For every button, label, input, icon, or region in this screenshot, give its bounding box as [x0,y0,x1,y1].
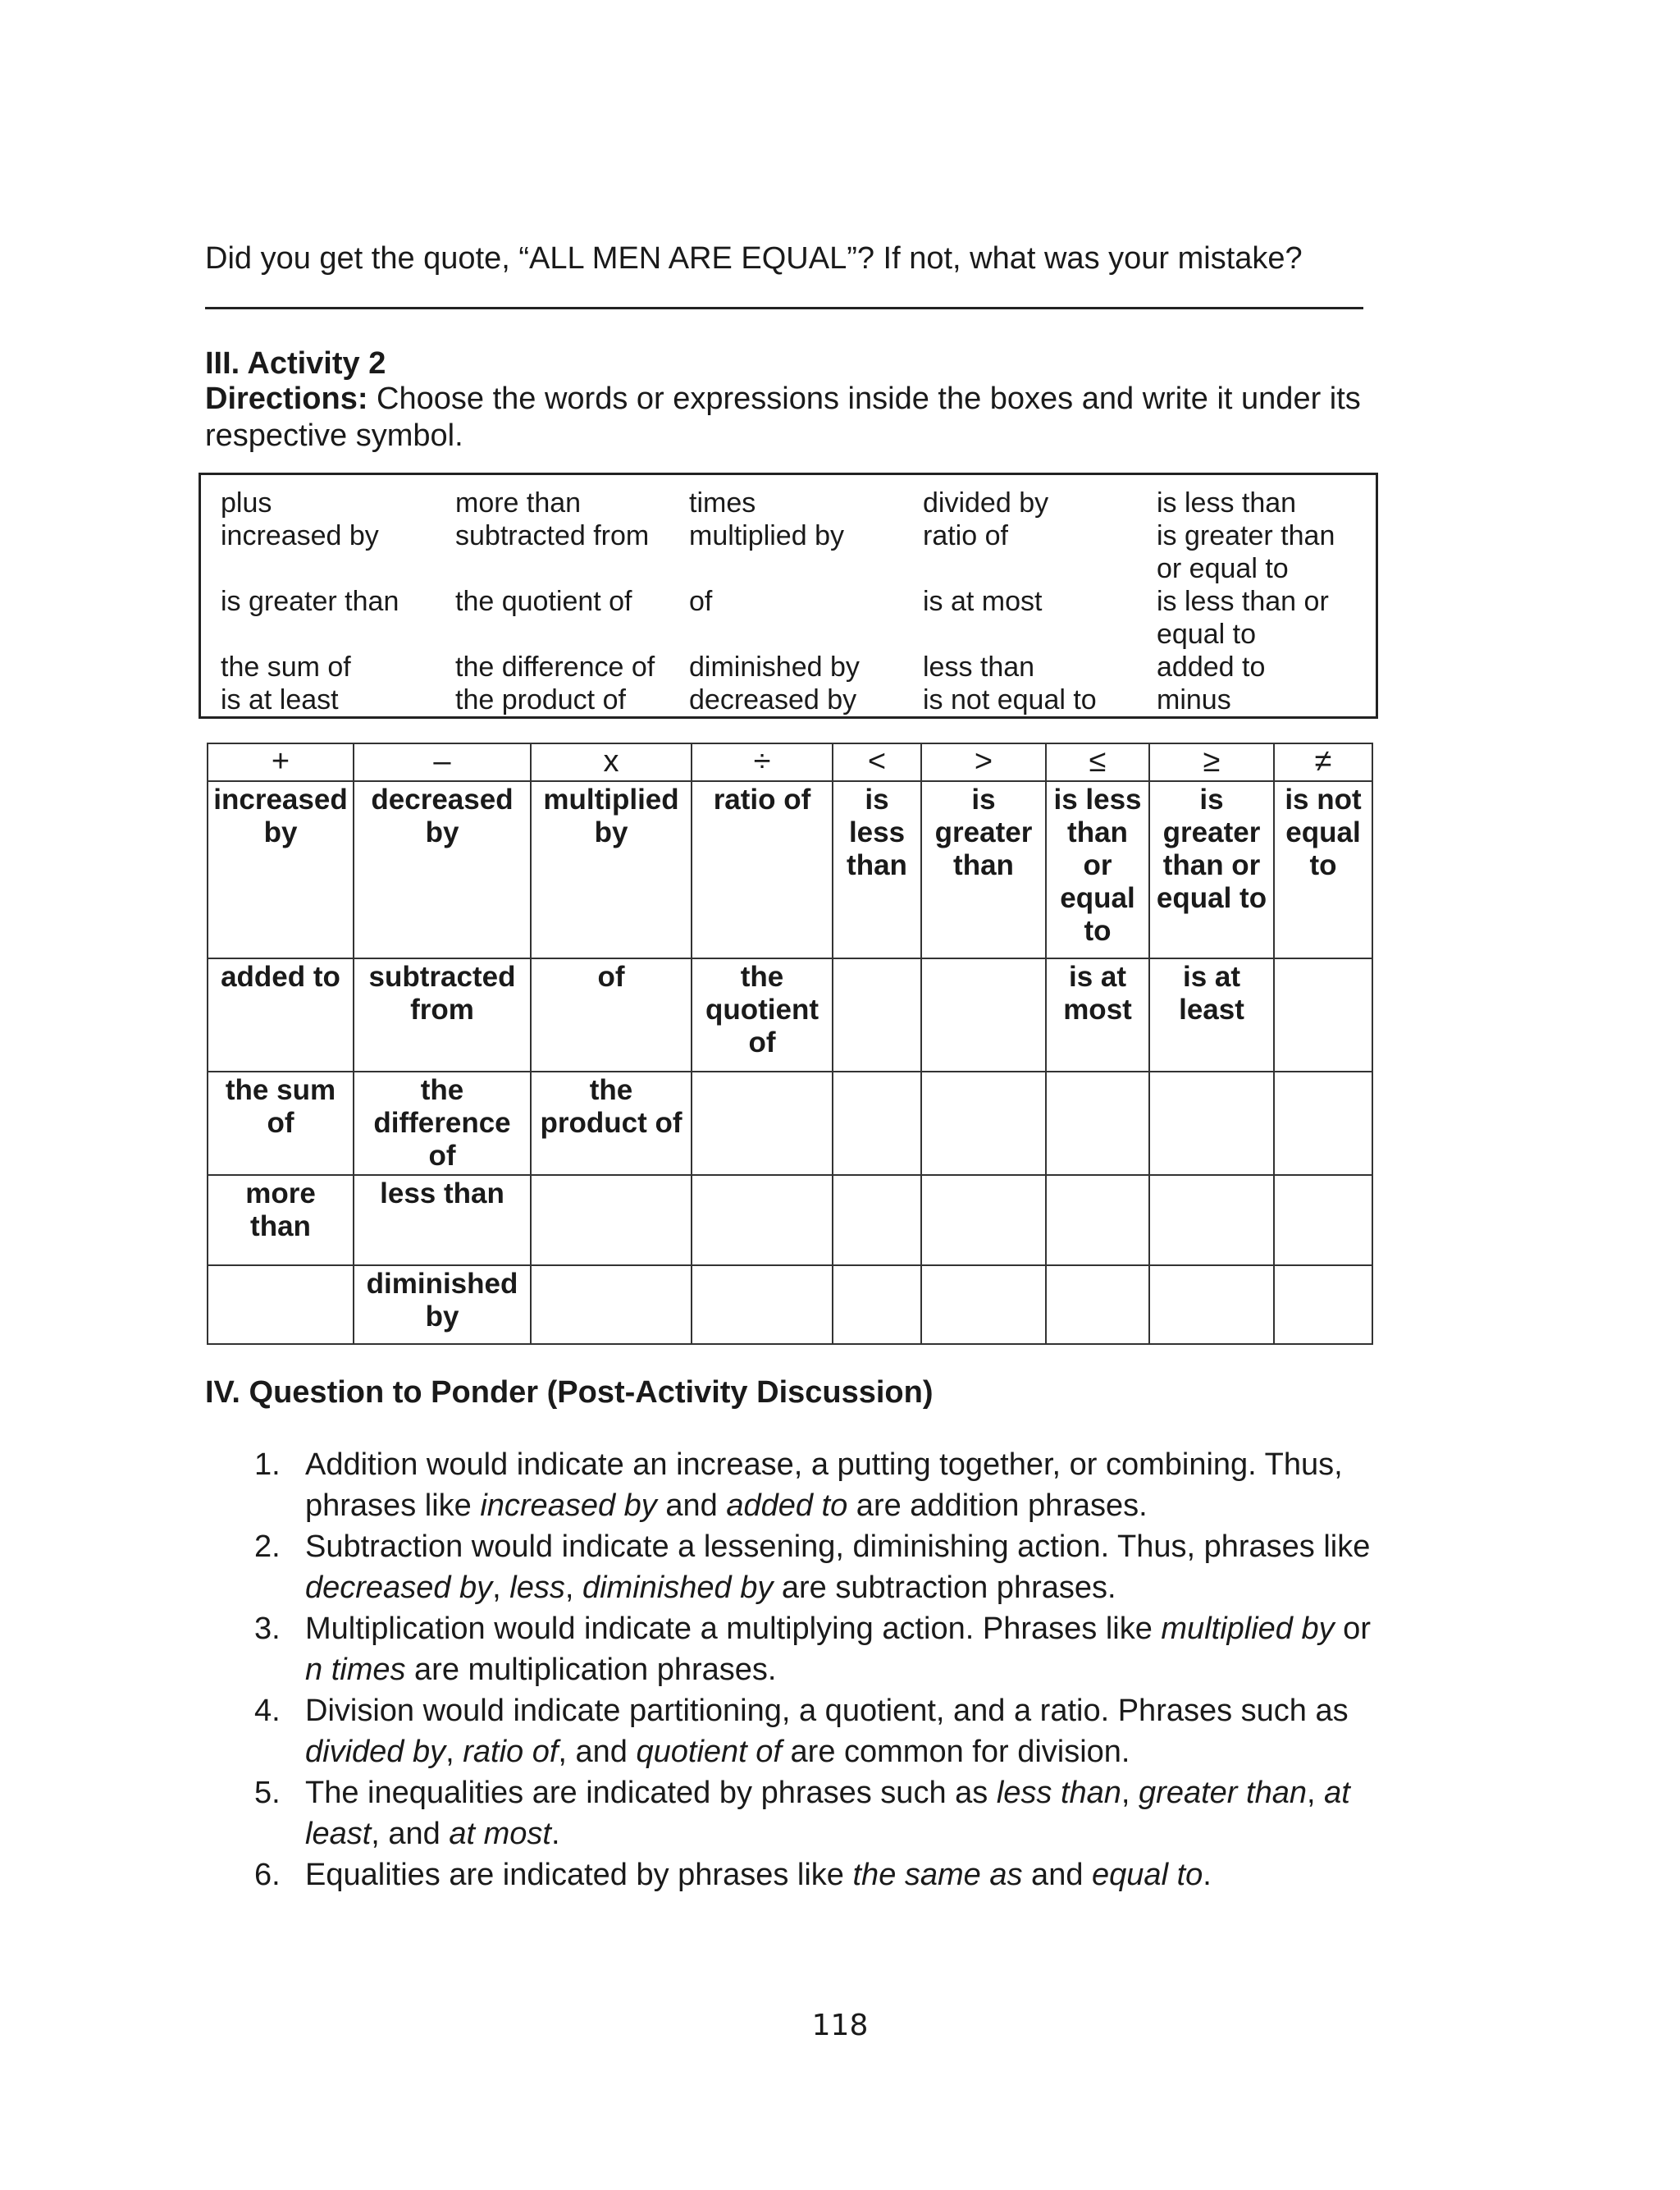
item-emphasis: divided by [305,1735,446,1769]
ponder-item [205,1772,1386,1854]
ponder-item [205,1690,1386,1772]
item-text: or [1334,1612,1371,1646]
item-emphasis: equal to [1092,1858,1203,1892]
item-emphasis: less than [996,1776,1121,1810]
item-text: are subtraction phrases. [773,1570,1116,1605]
item-number: 1. [254,1447,281,1482]
word-box-item: times [689,487,756,519]
table-cell [1149,1175,1274,1265]
item-text: Subtraction would indicate a lessening, diminishing action. Thus, phrases like [305,1529,1371,1564]
not-equal-symbol-header: ≠ [1274,743,1372,781]
word-box-column-1 [221,487,442,716]
table-cell [833,1072,921,1175]
table-cell [1274,1072,1372,1175]
table-cell [921,1175,1046,1265]
table-cell [1046,1265,1149,1344]
table-cell [208,1265,354,1344]
page-number: 118 [811,2009,869,2042]
item-emphasis: n times [305,1653,406,1687]
word-box-item: is less than [1157,487,1297,519]
table-cell [531,1175,692,1265]
times-symbol-header: x [531,743,692,781]
word-box-item: plus [221,487,272,519]
item-emphasis: less [509,1570,565,1605]
item-emphasis: decreased by [305,1570,493,1605]
ponder-list [205,1444,1386,1895]
table-cell: the quotient of [692,958,833,1072]
word-box-item: the product of [455,684,626,716]
table-row [208,781,1372,958]
word-box-item: of [689,586,713,617]
word-box-item: is greater than [221,586,399,617]
header-row [208,743,1372,781]
item-text: Addition would indicate an increase, a putting together, or combining. Thus, phrases like [305,1447,1343,1523]
table-cell [692,1072,833,1175]
table-cell [692,1175,833,1265]
item-emphasis: added to [726,1488,848,1523]
word-box-item: is at most [923,586,1043,617]
table-cell: subtracted from [354,958,531,1072]
table-cell: decreased by [354,781,531,958]
table-cell: increased by [208,781,354,958]
word-box-item: increased by [221,520,379,551]
table-cell: is less than [833,781,921,958]
item-text: . [1203,1858,1212,1892]
item-text: , [1306,1776,1325,1810]
item-text: , and [558,1735,637,1769]
word-box-item: added to [1157,652,1266,683]
word-box-item: multiplied by [689,520,844,551]
word-box-item: diminished by [689,652,860,683]
table-cell [833,1265,921,1344]
table-cell: ratio of [692,781,833,958]
table-cell [921,958,1046,1072]
word-box-column-5 [1157,487,1362,716]
directions-text: Choose the words or expressions inside the boxes and write it under its respective symbol. [205,382,1361,453]
answer-line [205,307,1363,309]
ponder-item [205,1854,1386,1895]
table-cell: is at least [1149,958,1274,1072]
table-cell: of [531,958,692,1072]
less-equal-symbol-header: ≤ [1046,743,1149,781]
quote-question: Did you get the quote, “ALL MEN ARE EQUAL”? If not, what was your mistake? [205,241,1303,276]
greater-equal-symbol-header: ≥ [1149,743,1274,781]
word-box-item: minus [1157,684,1231,716]
table-cell [921,1265,1046,1344]
item-text: . [550,1817,560,1851]
table-cell: is at most [1046,958,1149,1072]
table-cell: is less than or equal to [1046,781,1149,958]
item-text: , [492,1570,510,1605]
table-cell [1149,1072,1274,1175]
item-emphasis: the same as [852,1858,1023,1892]
table-cell [833,1175,921,1265]
ponder-item [205,1526,1386,1608]
item-emphasis: multiplied by [1161,1612,1335,1646]
table-cell [833,958,921,1072]
table-cell: the sum of [208,1072,354,1175]
item-text: are common for division. [781,1735,1130,1769]
item-text: and [656,1488,727,1523]
table-cell [1274,1265,1372,1344]
item-text: , [564,1570,582,1605]
greater-than-symbol-header: > [921,743,1046,781]
item-text: , [445,1735,463,1769]
symbols-table [207,743,1373,1345]
activity-heading: III. Activity 2 [205,346,386,381]
table-cell: more than [208,1175,354,1265]
item-emphasis: diminished by [582,1570,774,1605]
table-row [208,1072,1372,1175]
item-text: Equalities are indicated by phrases like [305,1858,853,1892]
less-than-symbol-header: < [833,743,921,781]
table-cell: is greater than or equal to [1149,781,1274,958]
directions [205,381,1386,455]
item-emphasis: ratio of [463,1735,559,1769]
table-cell: the product of [531,1072,692,1175]
ponder-item [205,1444,1386,1526]
word-box-item: the difference of [455,652,655,683]
table-cell: is not equal to [1274,781,1372,958]
word-box-item: is greater than or equal to [1157,520,1335,584]
table-cell [531,1265,692,1344]
item-text: , and [371,1817,450,1851]
table-cell [692,1265,833,1344]
word-box-item: divided by [923,487,1049,519]
word-box-item: the sum of [221,652,351,683]
table-cell: less than [354,1175,531,1265]
table-row [208,1175,1372,1265]
item-text: Division would indicate partitioning, a quotient, and a ratio. Phrases such as [305,1694,1349,1728]
item-number: 4. [254,1694,281,1728]
table-cell: multiplied by [531,781,692,958]
item-text: , [1121,1776,1139,1810]
item-emphasis: increased by [480,1488,657,1523]
divide-symbol-header: ÷ [692,743,833,781]
word-box-column-3 [689,487,919,716]
word-box-item: is not equal to [923,684,1097,716]
table-cell: is greater than [921,781,1046,958]
item-number: 6. [254,1858,281,1892]
minus-symbol-header: – [354,743,531,781]
table-cell [1149,1265,1274,1344]
ponder-heading: IV. Question to Ponder (Post-Activity Discussion) [205,1375,934,1410]
table-row [208,1265,1372,1344]
item-emphasis: greater than [1139,1776,1307,1810]
item-emphasis: quotient of [636,1735,782,1769]
table-cell [921,1072,1046,1175]
word-box-item: the quotient of [455,586,632,617]
directions-label: Directions: [205,382,368,416]
item-text: The inequalities are indicated by phrases such as [305,1776,997,1810]
ponder-item [205,1608,1386,1690]
table-cell [1274,1175,1372,1265]
word-box-item: is at least [221,684,339,716]
plus-symbol-header: + [208,743,354,781]
word-box-item: is less than or equal to [1157,586,1329,650]
item-number: 2. [254,1529,281,1564]
word-box [199,473,1378,719]
item-text: Multiplication would indicate a multiplying action. Phrases like [305,1612,1162,1646]
table-cell: diminished by [354,1265,531,1344]
item-text: are addition phrases. [847,1488,1148,1523]
item-number: 3. [254,1612,281,1646]
table-cell [1046,1072,1149,1175]
word-box-column-4 [923,487,1153,716]
word-box-item: subtracted from [455,520,650,551]
table-cell: added to [208,958,354,1072]
table-cell: the difference of [354,1072,531,1175]
word-box-item: more than [455,487,582,519]
item-emphasis: at most [449,1817,551,1851]
item-text: and [1022,1858,1093,1892]
table-row [208,958,1372,1072]
word-box-item: less than [923,652,1035,683]
item-text: are multiplication phrases. [405,1653,777,1687]
item-number: 5. [254,1776,281,1810]
word-box-column-2 [455,487,685,716]
item-emphasis: at least [305,1776,1350,1851]
word-box-item: decreased by [689,684,857,716]
table-cell [1274,958,1372,1072]
table-cell [1046,1175,1149,1265]
word-box-item: ratio of [923,520,1008,551]
